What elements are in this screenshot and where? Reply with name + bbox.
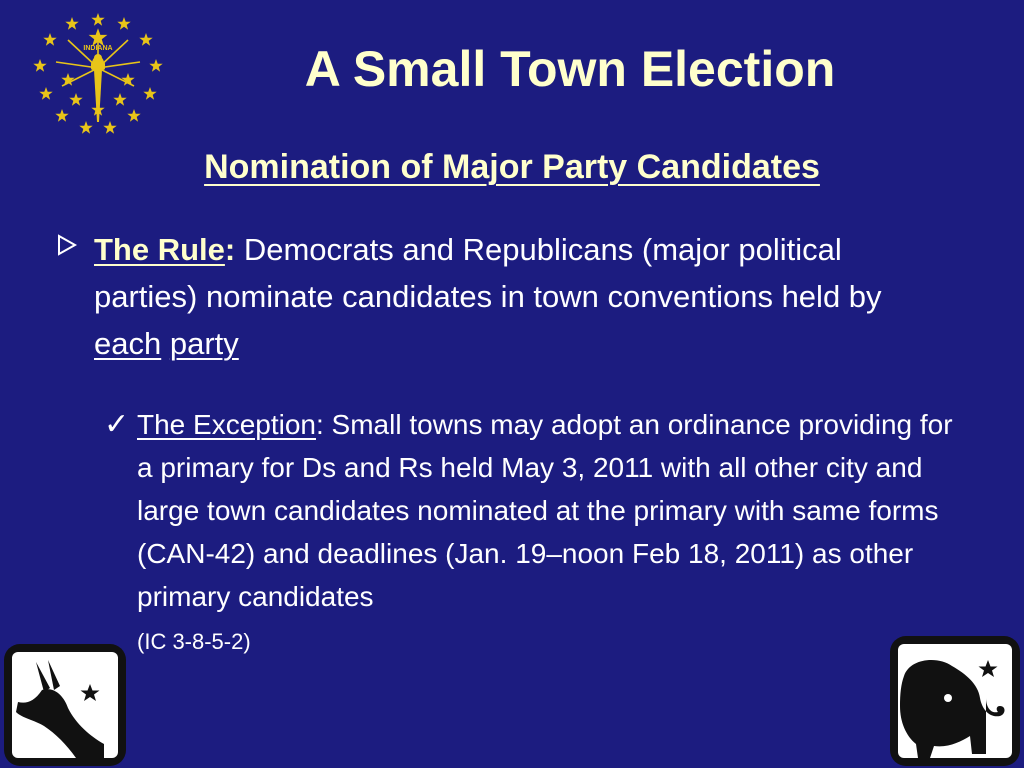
rule-emphasis-each: each <box>94 326 162 361</box>
rule-colon: : <box>224 232 236 267</box>
exception-body: : Small towns may adopt an ordinance providing for a primary for Ds and Rs held May 3, 2011 with all other city and large town candidates nominated at the primary with same forms (CAN-42) and deadlines (Jan. 19–noon Feb 18, 2011) as other primary candidates <box>137 409 953 612</box>
rule-emphasis-party: party <box>169 326 239 361</box>
rule-space <box>161 326 170 361</box>
democratic-donkey-icon <box>4 644 126 766</box>
exception-citation: (IC 3-8-5-2) <box>137 629 251 654</box>
arrow-bullet-icon <box>56 226 80 273</box>
republican-elephant-icon <box>890 636 1020 766</box>
exception-bullet <box>104 403 974 661</box>
exception-label: The Exception <box>137 409 316 440</box>
rule-body: Democrats and Republicans (major political parties) nominate candidates in town conventions held by <box>94 232 882 314</box>
rule-text <box>94 226 936 367</box>
indiana-flag-icon <box>28 10 168 138</box>
exception-text <box>137 403 974 661</box>
slide-subtitle: Nomination of Major Party Candidates <box>204 148 820 186</box>
page-title: A Small Town Election <box>304 41 836 97</box>
rule-label: The Rule <box>94 232 225 267</box>
flag-label: INDIANA <box>83 45 113 52</box>
rule-bullet <box>56 226 936 367</box>
checkmark-icon: ✓ <box>104 408 130 441</box>
